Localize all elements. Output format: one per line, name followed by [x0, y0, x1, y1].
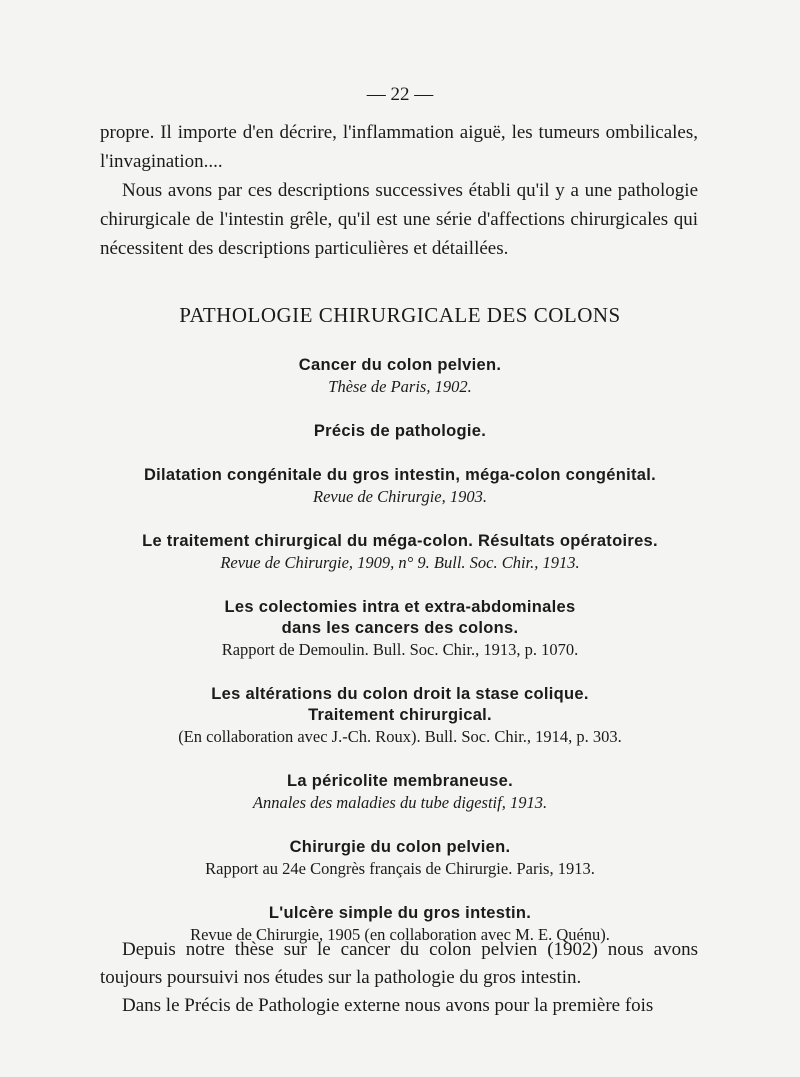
section-title: PATHOLOGIE CHIRURGICALE DES COLONS: [179, 303, 621, 327]
publication-title: Les colectomies intra et extra-abdominales dans les cancers des colons.: [224, 598, 576, 637]
publication-list: [80, 355, 720, 969]
publication-reference: Rapport au 24e Congrès français de Chirurgie. Paris, 1913.: [205, 859, 595, 878]
publication-reference: Revue de Chirurgie, 1905 (en collaboration avec M. E. Quénu).: [190, 925, 610, 944]
publication-title: Les altérations du colon droit la stase colique. Traitement chirurgical.: [211, 685, 589, 724]
publication-reference: Thèse de Paris, 1902.: [328, 377, 472, 396]
page-number: — 22 —: [366, 84, 434, 105]
publication-title: La péricolite membraneuse.: [286, 772, 514, 790]
publication-title: L'ulcère simple du gros intestin.: [268, 904, 532, 922]
publication-entry: [80, 684, 720, 748]
publication-entry: [80, 355, 720, 398]
publication-reference: Revue de Chirurgie, 1909, n° 9. Bull. Soc. Chir., 1913.: [220, 553, 580, 572]
publication-reference: Annales des maladies du tube digestif, 1913.: [252, 793, 548, 812]
intro-text: [100, 118, 698, 263]
publication-entry: [80, 597, 720, 661]
intro-paragraph-1: propre. Il importe d'en décrire, l'inflammation aiguë, les tumeurs ombilicales, l'invagination....: [100, 122, 698, 172]
publication-title: Cancer du colon pelvien.: [298, 356, 502, 374]
publication-entry: [80, 837, 720, 880]
publication-title: Le traitement chirurgical du méga-colon. Résultats opératoires.: [142, 532, 658, 550]
publication-entry: [80, 771, 720, 814]
publication-title: Dilatation congénitale du gros intestin, méga-colon congénital.: [143, 466, 657, 484]
publication-reference: Revue de Chirurgie, 1903.: [313, 487, 487, 506]
publication-title: Chirurgie du colon pelvien.: [289, 838, 511, 856]
publication-entry: [80, 531, 720, 574]
publication-entry: [80, 465, 720, 508]
closing-paragraph-2: Dans le Précis de Pathologie externe nous avons pour la première fois: [122, 995, 654, 1016]
intro-paragraph-2: Nous avons par ces descriptions successives établi qu'il y a une pathologie chirurgicale de l'intestin grêle, qu'il est une série d'affections chirurgicales qui nécessitent des descriptions particulières et détaillées.: [100, 180, 698, 259]
closing-text: [100, 936, 698, 1020]
publication-reference: Rapport de Demoulin. Bull. Soc. Chir., 1913, p. 1070.: [221, 640, 579, 659]
publication-title: Précis de pathologie.: [313, 422, 487, 440]
publication-entry: [80, 421, 720, 442]
publication-reference: (En collaboration avec J.-Ch. Roux). Bull. Soc. Chir., 1914, p. 303.: [178, 727, 622, 746]
closing-paragraph-1: Depuis notre thèse sur le cancer du colon pelvien (1902) nous avons toujours poursuivi nos études sur la pathologie du gros intestin.: [100, 939, 698, 988]
